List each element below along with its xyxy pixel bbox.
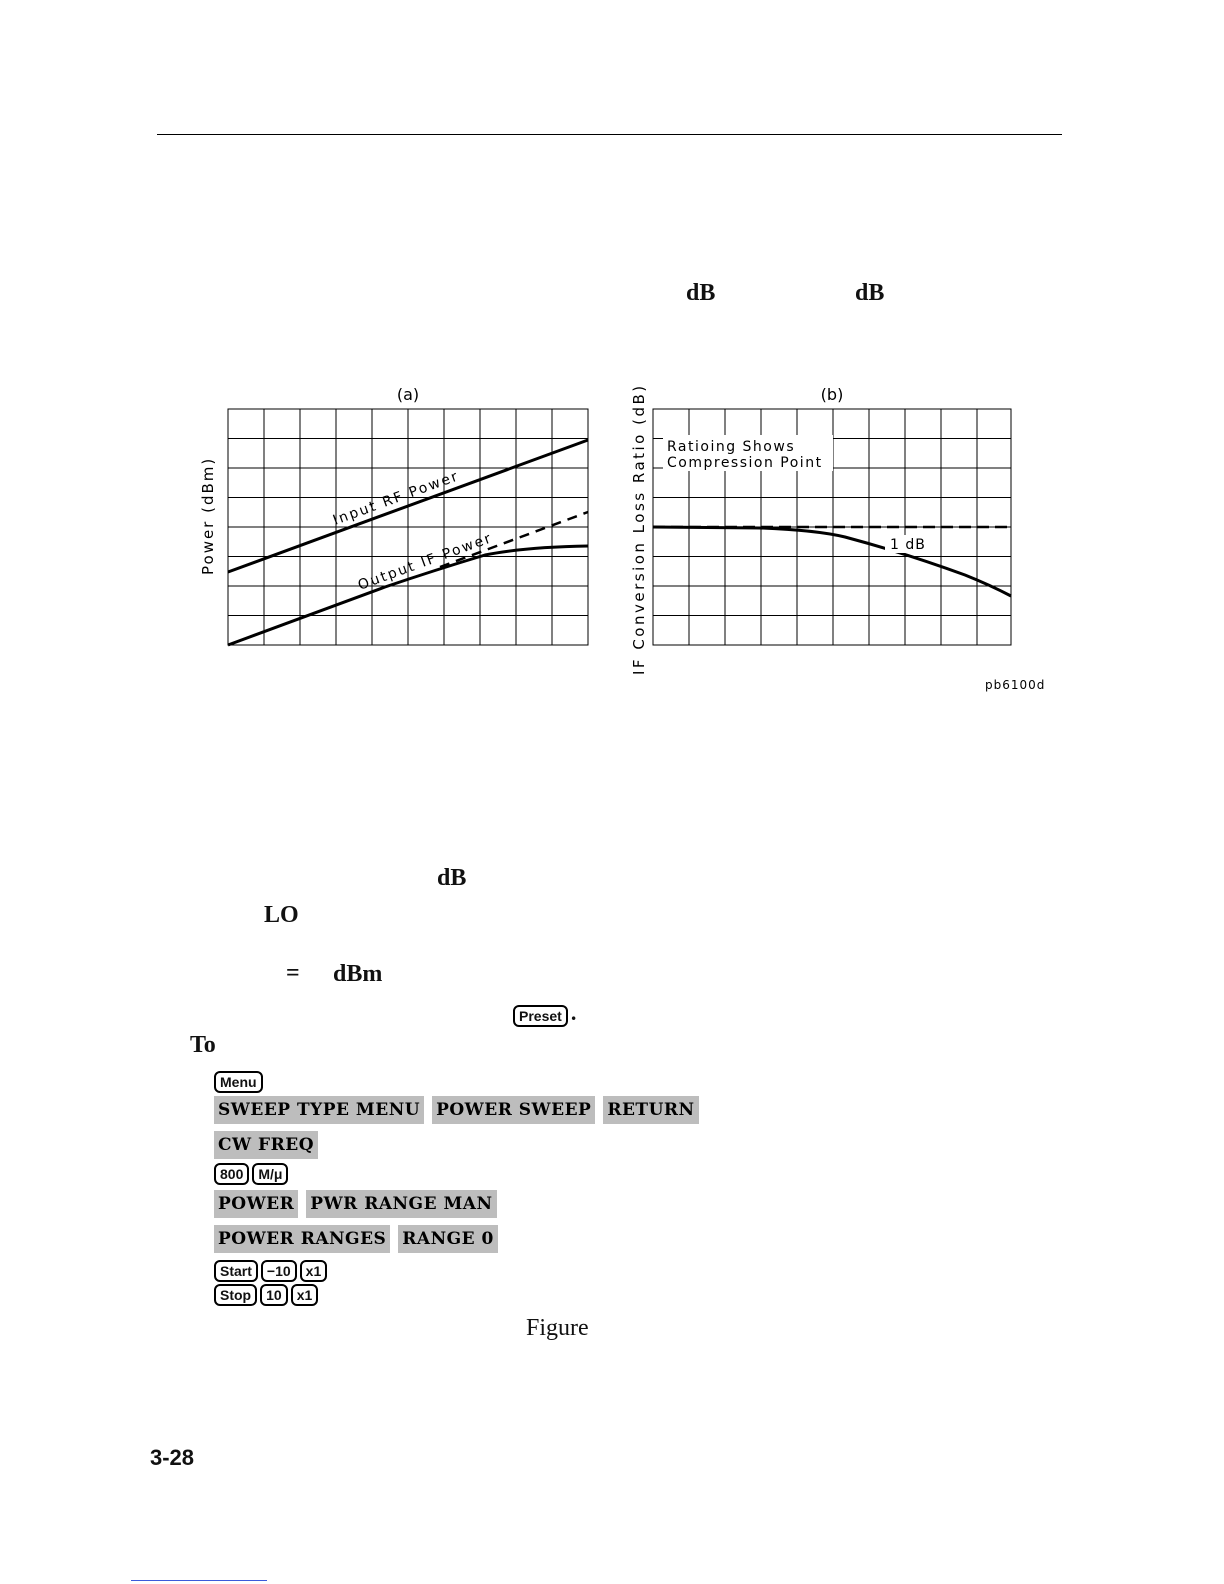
figure-code: pb6100d [985,678,1046,692]
power-softkey[interactable]: POWER [214,1190,298,1218]
power-ranges-softkey[interactable]: POWER RANGES [214,1225,390,1253]
power-softkey-row [214,1190,505,1218]
top-rule [157,134,1062,135]
annotation-line-1: Ratioing Shows [667,439,796,455]
range-softkey-row [214,1225,506,1253]
start-row [214,1260,330,1282]
stop-row [214,1284,321,1306]
cw-freq-row [214,1131,326,1159]
panel-a-label: (a) [396,385,420,404]
sweep-softkey-row [214,1096,707,1124]
return-softkey[interactable]: RETURN [603,1096,698,1124]
marker-label: 1 dB [890,537,926,553]
range-0-softkey[interactable]: RANGE 0 [398,1225,498,1253]
panel-b-ylabel: IF Conversion Loss Ratio (dB) [630,383,648,675]
preset-row [513,1000,576,1027]
power-sweep-softkey[interactable]: POWER SWEEP [432,1096,595,1124]
compression-figure [185,365,1065,695]
menu-key[interactable]: Menu [214,1071,263,1093]
sweep-type-menu-softkey[interactable]: SWEEP TYPE MENU [214,1096,424,1124]
text-to: To [190,1032,216,1058]
cw-freq-softkey[interactable]: CW FREQ [214,1131,318,1159]
panel-a-grid [228,409,588,645]
key-mega-micro[interactable]: M/μ [252,1163,288,1185]
text-equals: = [286,960,300,986]
start-key[interactable]: Start [214,1260,258,1282]
key-x1-stop[interactable]: x1 [291,1284,319,1306]
key-minus-10[interactable]: −10 [261,1260,297,1282]
text-db-1: dB [686,280,716,306]
bottom-rule [131,1580,267,1581]
panel-b-label: (b) [820,385,844,404]
stop-key[interactable]: Stop [214,1284,257,1306]
input-rf-label: Input RF Power [330,468,462,529]
key-x1-start[interactable]: x1 [300,1260,328,1282]
preset-key[interactable]: Preset [513,1005,568,1027]
key-800[interactable]: 800 [214,1163,249,1185]
menu-row [214,1071,266,1093]
text-db-2: dB [855,280,885,306]
output-if-label: Output IF Power [355,530,495,594]
text-dbm: dBm [333,961,383,987]
page-number: 3-28 [150,1445,195,1470]
pwr-range-man-softkey[interactable]: PWR RANGE MAN [306,1190,496,1218]
freq-entry-row [214,1163,291,1185]
preset-period: . [570,1000,577,1025]
key-10[interactable]: 10 [260,1284,288,1306]
text-lo: LO [264,902,299,928]
text-db-3: dB [437,865,467,891]
text-figure: Figure [526,1315,589,1341]
annotation-line-2: Compression Point [667,455,823,471]
panel-a-ylabel: Power (dBm) [199,456,217,575]
